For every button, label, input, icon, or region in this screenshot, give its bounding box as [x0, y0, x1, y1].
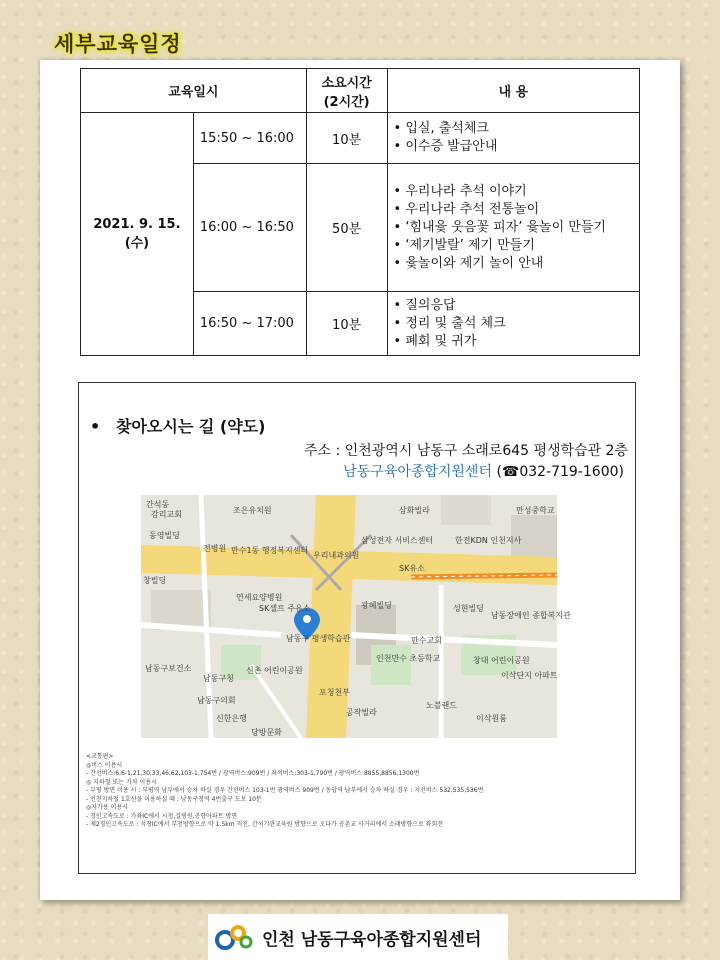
content-list — [394, 297, 633, 351]
transit-line: - 간선버스:6,6-1,21,30,33,46,62,103-1,754번 / 광역버스:909번 / 좌석버스:303-1,790번 / 광역버스:8855,8856,1300번 — [86, 770, 420, 777]
transit-line: - 인천지하철 1호선을 이용하실 때 : 남동구청역 4번출구 도보 10분 — [86, 795, 262, 803]
content-cell — [387, 292, 639, 356]
header-duration-line2: (2시간) — [323, 94, 370, 110]
content-item: • 우리나라 추석 전통놀이 — [394, 201, 633, 219]
content-item: • ‘힘내윷 웃음꽃 피자’ 윷놀이 만들기 — [394, 219, 633, 237]
map-label: 성현빌딩 — [453, 604, 484, 613]
transit-info — [86, 753, 626, 830]
address-text: 주소 : 인천광역시 남동구 소래로645 평생학습관 2층 — [303, 443, 628, 459]
map-label: SK유소 — [399, 564, 425, 573]
map-label: 창빌딩 — [143, 576, 167, 585]
map-label: 만성중학교 — [516, 506, 555, 515]
footer-banner — [208, 914, 508, 960]
map-label: 동영빌딩 — [149, 531, 180, 540]
header-content: 내 용 — [387, 69, 639, 113]
map-label: 남동구 평생학습관 — [286, 634, 351, 643]
content-list — [394, 120, 633, 156]
map-label: 광혜빌딩 — [361, 601, 392, 610]
center-logo-icon — [214, 920, 254, 954]
map-label: 창대 어린이공원 — [473, 656, 530, 665]
page-title: 세부교육일정 — [54, 32, 182, 56]
transit-line: ◎버스 이용시 — [86, 761, 123, 769]
map-label: 남동구보건소 — [145, 664, 192, 673]
location-map[interactable] — [141, 495, 571, 738]
transit-line: ◎ 지하철 또는 기차 이용시 — [86, 778, 157, 786]
header-duration-line1: 소요시간 — [321, 75, 372, 91]
schedule-table — [80, 68, 640, 356]
transit-line: - 부평 방면 이용 시 : 부평역 남부에서 승차 하실 경우 간선버스 103-1번 광역버스 909번 / 동암역 남부에서 승차 하실 경우 : 지선버스 532,535,536번 — [86, 787, 484, 794]
content-item: • 정리 및 출석 체크 — [394, 315, 633, 333]
map-label: 만수교회 — [411, 636, 442, 645]
transit-line: - 경인고속도로 : 가좌IC에서 시청,길병원,공항아파트 방면 — [86, 812, 238, 820]
table-row — [81, 113, 640, 164]
map-label: SK셀프 주유소 — [259, 604, 311, 613]
phone-wrap: (☎032-719-1600) — [496, 464, 624, 480]
map-label: 남동구청 — [203, 674, 234, 683]
map-label: 우리내과의원 — [313, 551, 360, 560]
time-cell: 16:00 ~ 16:50 — [193, 164, 306, 292]
map-label: 노블랜드 — [426, 701, 457, 710]
map-label: 포청천부 — [319, 688, 350, 697]
footer-org-name: 인천 남동구육아종합지원센터 — [262, 929, 482, 950]
directions-title-text: 찾아오시는 길 (약도) — [116, 417, 266, 436]
center-name: 남동구육아종합지원센터 — [343, 464, 492, 480]
park-area — [371, 645, 411, 685]
content-item: • ‘제기발랄’ 제기 만들기 — [394, 237, 633, 255]
center-contact — [343, 461, 624, 481]
map-label: 남동장애인 종합복지관 — [491, 611, 571, 620]
duration-cell: 10분 — [306, 113, 387, 164]
map-label: 이삭원룸 — [476, 714, 507, 723]
map-label: 간석동 — [146, 500, 170, 509]
content-item: • 입실, 출석체크 — [394, 120, 633, 138]
content-list — [394, 183, 633, 273]
time-cell: 16:50 ~ 17:00 — [193, 292, 306, 356]
transit-line: - 제2경인고속도로 : 석창IC에서 부천방향으로 약 1.5km 직진, 간석기관교육원 방향으로 오다가 공촌교 사거리에서 소래방향으로 좌회전 — [86, 821, 444, 828]
map-label: 남동구의회 — [197, 696, 236, 705]
education-date: 2021. 9. 15.(수) — [81, 113, 194, 356]
content-item: • 윷놀이와 제기 놀이 안내 — [394, 255, 633, 273]
content-item: • 우리나라 추석 이야기 — [394, 183, 633, 201]
map-label: 전병원 — [203, 544, 227, 553]
transit-line: <교통편> — [86, 753, 114, 760]
map-label: 당방문화 — [251, 728, 282, 737]
map-label: 만수1동 행정복지센터 — [231, 546, 309, 555]
map-label: 조은유치원 — [233, 506, 272, 515]
map-label: 신한은행 — [216, 714, 247, 723]
directions-title — [90, 414, 265, 437]
map-label: 한전KDN 인천지사 — [455, 536, 522, 545]
map-label: 이삭단지 아파트 — [501, 671, 558, 680]
time-cell: 15:50 ~ 16:00 — [193, 113, 306, 164]
bullet-icon: • — [90, 417, 101, 436]
transit-line: ◎자가용 이용시 — [86, 804, 128, 811]
header-date: 교육일시 — [81, 69, 307, 113]
header-duration — [306, 69, 387, 113]
map-label: 공작빌라 — [346, 708, 377, 717]
table-header-row — [81, 69, 640, 113]
content-item: • 질의응답 — [394, 297, 633, 315]
content-item: • 이수증 발급안내 — [394, 138, 633, 156]
map-label: 신촌 어린이공원 — [246, 666, 303, 675]
map-label: 삼화빌라 — [399, 506, 430, 515]
map-label: 인천만수 초등학교 — [376, 654, 441, 663]
phone-number: ☎032-719-1600 — [501, 464, 619, 480]
duration-cell: 50분 — [306, 164, 387, 292]
duration-cell: 10분 — [306, 292, 387, 356]
map-label: 연세요양병원 — [236, 593, 283, 602]
content-cell — [387, 164, 639, 292]
map-label: 삼성전자 서비스센터 — [361, 536, 434, 545]
content-cell — [387, 113, 639, 164]
map-label: 감리교회 — [151, 510, 182, 519]
content-item: • 폐회 및 귀가 — [394, 333, 633, 351]
